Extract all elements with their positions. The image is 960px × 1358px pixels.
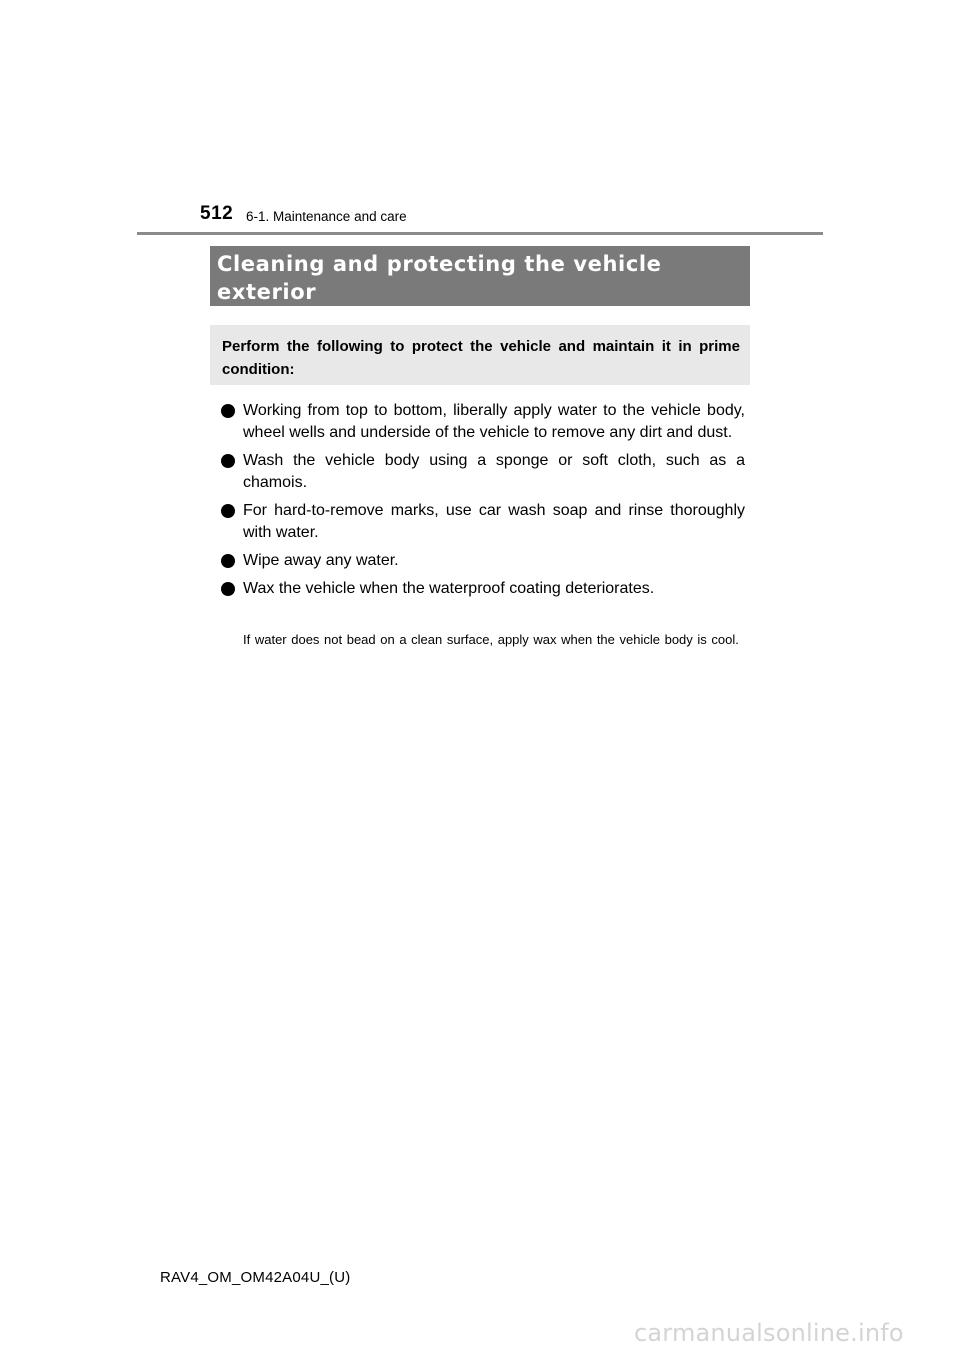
page-number: 512 — [200, 203, 234, 224]
list-item-text: Wipe away any water. — [243, 552, 399, 569]
document-code: RAV4_OM_OM42A04U_(U) — [160, 1269, 351, 1286]
intro-text: Perform the following to protect the vehicle and maintain it in prime condition: — [222, 338, 740, 378]
list-item — [220, 578, 745, 600]
bullet-icon — [221, 554, 235, 568]
intro-box — [210, 325, 750, 385]
list-item-text: Working from top to bottom, liberally apply water to the vehicle body, wheel wells and underside of the vehicle to remove any dirt and dust. — [243, 402, 745, 441]
list-item — [220, 500, 745, 544]
list-item-text: Wash the vehicle body using a sponge or soft cloth, such as a chamois. — [243, 452, 745, 491]
bullet-icon — [221, 404, 235, 418]
bullet-icon — [221, 582, 235, 596]
bullet-icon — [221, 504, 235, 518]
list-item — [220, 450, 745, 494]
title-banner — [210, 246, 750, 306]
list-item — [220, 550, 745, 572]
list-item — [220, 400, 745, 444]
section-label: 6-1. Maintenance and care — [246, 209, 407, 224]
page-title: Cleaning and protecting the vehicle exterior — [217, 252, 662, 304]
bullet-icon — [221, 454, 235, 468]
instruction-list — [220, 400, 745, 606]
list-item-text: For hard-to-remove marks, use car wash soap and rinse thoroughly with water. — [243, 502, 745, 541]
wax-note: If water does not bead on a clean surface, apply wax when the vehicle body is cool. — [243, 632, 739, 647]
watermark: carmanualsonline.info — [634, 1319, 904, 1347]
list-item-text: Wax the vehicle when the waterproof coating deteriorates. — [243, 580, 655, 597]
header-divider — [137, 232, 823, 235]
